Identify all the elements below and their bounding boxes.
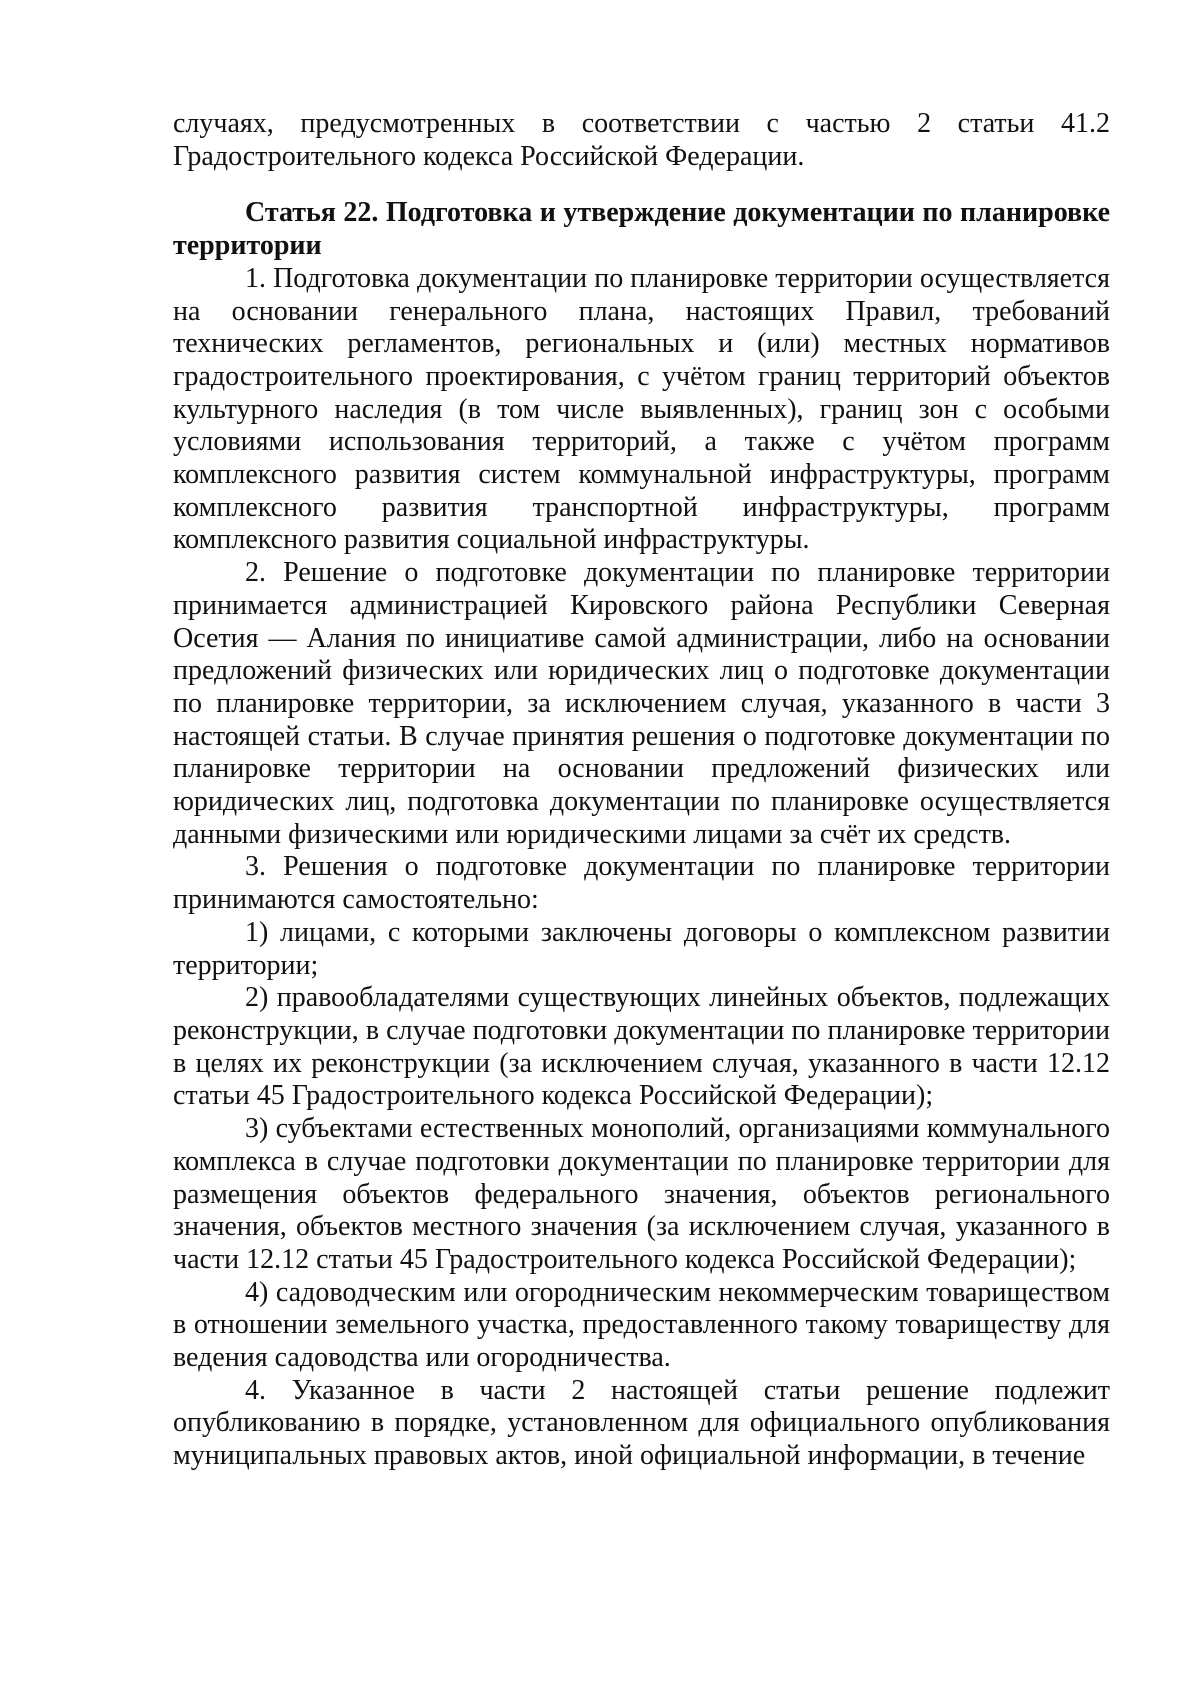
paragraph-4: 4. Указанное в части 2 настоящей статьи решение подлежит опубликованию в порядке, установленном для официального опубликования муниципальных правовых актов, иной официальной информации, в течение	[173, 1374, 1110, 1472]
list-item-2: 2) правообладателями существующих линейных объектов, подлежащих реконструкции, в случае подготовки документации по планировке территории в целях их реконструкции (за исключением случая, указанного в части 12.12 статьи 45 Градостроительного кодекса Российской Федерации);	[173, 982, 1110, 1112]
lead-paragraph: случаях, предусмотренных в соответствии с частью 2 статьи 41.2 Градостроительного кодекса Российской Федерации.	[173, 108, 1110, 172]
list-item-1: 1) лицами, с которыми заключены договоры о комплексном развитии территории;	[173, 916, 1110, 981]
paragraph-2: 2. Решение о подготовке документации по планировке территории принимается администрацией Кировского района Республики Северная Осетия — Алания по инициативе самой администрации, либо на основании предложений физических или юридических лиц о подготовке документации по планировке территории, за исключением случая, указанного в части 3 настоящей статьи. В случае принятия решения о подготовке документации по планировке территории на основании предложений физических или юридических лиц, подготовка документации по планировке осуществляется данными физическими или юридическими лицами за счёт их средств.	[173, 557, 1110, 850]
paragraph-3: 3. Решения о подготовке документации по планировке территории принимаются самостоятельно:	[173, 851, 1110, 916]
list-item-3: 3) субъектами естественных монополий, организациями коммунального комплекса в случае подготовки документации по планировке территории для размещения объектов федерального значения, объектов регионального значения, объектов местного значения (за исключением случая, указанного в части 12.12 статьи 45 Градостроительного кодекса Российской Федерации);	[173, 1113, 1110, 1275]
paragraph-1: 1. Подготовка документации по планировке территории осуществляется на основании генерального плана, настоящих Правил, требований технических регламентов, региональных и (или) местных нормативов градостроительного проектирования, с учётом границ территорий объектов культурного наследия (в том числе выявленных), границ зон с особыми условиями использования территорий, а также с учётом программ комплексного развития систем коммунальной инфраструктуры, программ комплексного развития транспортной инфраструктуры, программ комплексного развития социальной инфраструктуры.	[173, 262, 1110, 556]
list-item-4: 4) садоводческим или огородническим некоммерческим товариществом в отношении земельного участка, предоставленного такому товариществу для ведения садоводства или огородничества.	[173, 1276, 1110, 1374]
document-page	[173, 108, 1110, 1473]
article-heading: Статья 22. Подготовка и утверждение документации по планировке территории	[173, 197, 1110, 262]
